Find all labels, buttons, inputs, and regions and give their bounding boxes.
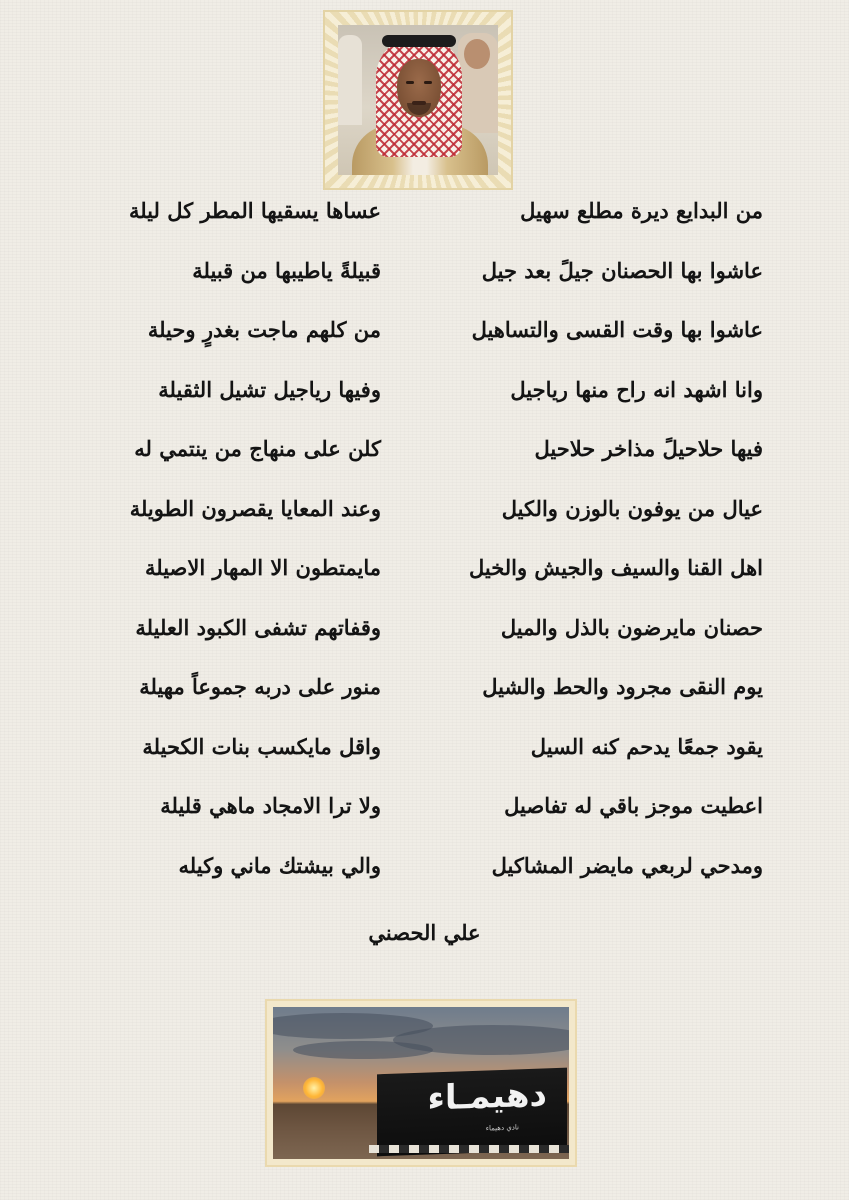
verse-first-hemistich: ومدحي لربعي مايضر المشاكيل xyxy=(491,852,763,878)
poem-verse-row xyxy=(0,783,849,843)
verse-first-hemistich: يقود جمعًا يدحم كنه السيل xyxy=(530,733,763,759)
poem-verse-row xyxy=(0,664,849,724)
verse-first-hemistich: عاشوا بها الحصنان جيلً بعد جيل xyxy=(481,257,763,283)
verse-first-hemistich: من البدايع ديرة مطلع سهيل xyxy=(520,198,763,223)
verse-second-hemistich: والي بيشتك ماني وكيله xyxy=(178,852,381,878)
verse-second-hemistich: ولا ترا الامجاد ماهي قليلة xyxy=(160,793,381,818)
verse-second-hemistich: من كلهم ماجت بغدرٍ وحيلة xyxy=(147,317,381,342)
poem-verse-row xyxy=(0,248,849,308)
sign-photo-frame xyxy=(265,999,577,1167)
verse-first-hemistich: اهل القنا والسيف والجيش والخيل xyxy=(468,555,763,580)
poem-verse-row xyxy=(0,426,849,486)
poem-verse-row xyxy=(0,605,849,665)
verse-second-hemistich: منور على دربه جموعاً مهيلة xyxy=(139,674,381,699)
verse-first-hemistich: عيال من يوفون بالوزن والكيل xyxy=(501,495,763,521)
verse-second-hemistich: قبيلةً ياطيبها من قبيلة xyxy=(192,257,381,283)
verse-second-hemistich: وقفاتهم تشفى الكبود العليلة xyxy=(135,614,381,640)
poem-verse-row xyxy=(0,724,849,784)
verse-second-hemistich: عساها يسقيها المطر كل ليلة xyxy=(128,198,381,223)
verse-second-hemistich: وعند المعايا يقصرون الطويلة xyxy=(129,495,381,521)
verse-second-hemistich: كلن على منهاج من ينتمي له xyxy=(134,436,381,461)
verse-first-hemistich: حصنان مايرضون بالذل والميل xyxy=(500,614,763,640)
verse-first-hemistich: عاشوا بها وقت القسى والتساهيل xyxy=(471,317,763,342)
author-name: علي الحصني xyxy=(368,920,481,945)
portrait-frame xyxy=(323,10,513,190)
verse-first-hemistich: فيها حلاحيلً مذاخر حلاحيل xyxy=(534,436,763,461)
poem-verse-row xyxy=(0,545,849,605)
verse-second-hemistich: واقل مايكسب بنات الكحيلة xyxy=(142,733,381,759)
verse-first-hemistich: وانا اشهد انه راح منها رياجيل xyxy=(510,376,763,402)
sunset-sign-photo xyxy=(273,1007,569,1159)
poem-verse-row xyxy=(0,307,849,367)
sign-text: دهيمـاء xyxy=(427,1074,547,1119)
poem-verse-row xyxy=(0,188,849,248)
verse-second-hemistich: مايمتطون الا المهار الاصيلة xyxy=(145,555,381,580)
verse-second-hemistich: وفيها رياجيل تشيل الثقيلة xyxy=(158,376,381,402)
poem-verse-row xyxy=(0,486,849,546)
sun-icon xyxy=(303,1077,325,1099)
verse-first-hemistich: اعطيت موجز باقي له تفاصيل xyxy=(504,793,763,818)
poet-portrait-photo xyxy=(338,25,498,175)
verse-first-hemistich: يوم النقى مجرود والحط والشيل xyxy=(482,674,763,699)
poem xyxy=(0,188,849,902)
sign-subtitle: نادي دهيماء xyxy=(485,1123,519,1133)
poem-verse-row xyxy=(0,843,849,903)
dahima-sign xyxy=(377,1068,567,1157)
poem-verse-row xyxy=(0,367,849,427)
